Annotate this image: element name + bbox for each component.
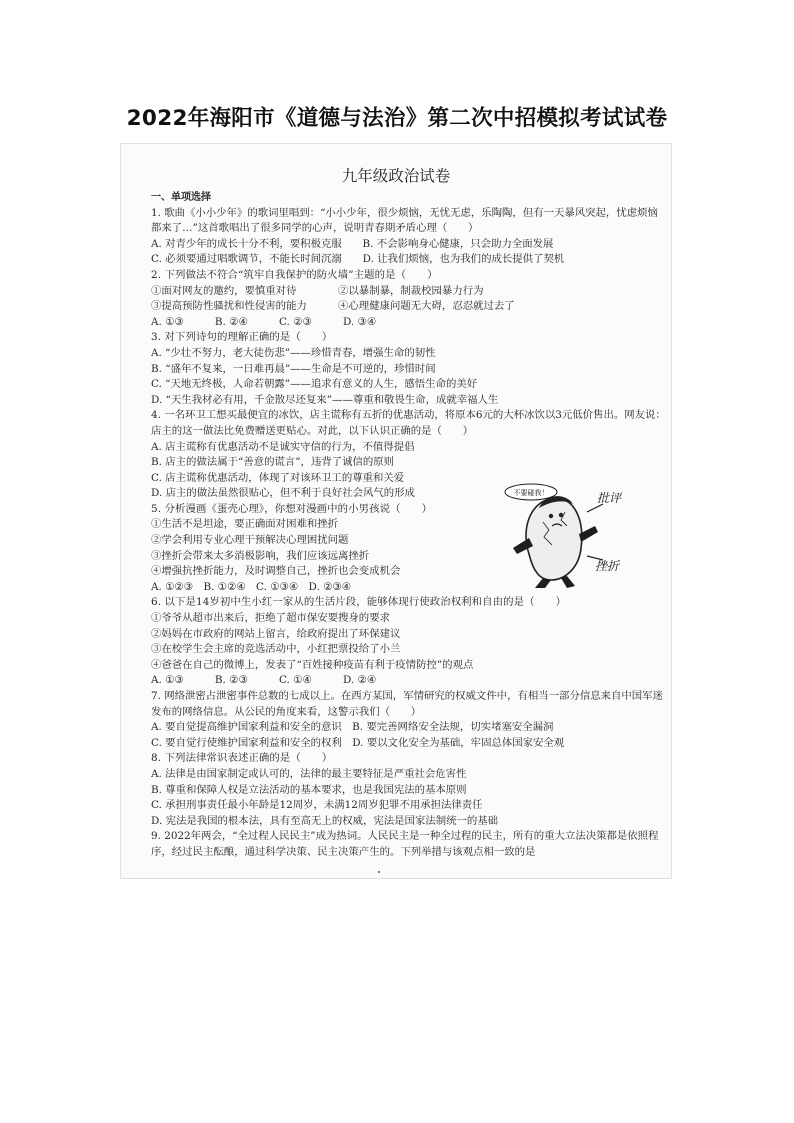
answer-option-line: C. “天地无终极，人命若朝露”——追求有意义的人生，感悟生命的美好 [151, 378, 478, 391]
answer-option-line: A. ①③ B. ②④ C. ②③ D. ③④ [151, 315, 377, 328]
question-text-line: 9. 2022年两会，“全过程人民民主”成为热词。人民民主是一种全过程的民主，所有的重大立法决策都是依照程序，经过民主酝酿，通过科学决策、民主决策产生的。下列举措与该观点相一致的是 [151, 830, 659, 858]
answer-option-line: ③在校学生会主席的竞选活动中，小红把票投给了小兰 [151, 643, 401, 656]
answer-option-line: A. ①②③ B. ①②④ C. ①③④ D. ②③④ [151, 580, 352, 593]
answer-option-line: A. ①③ B. ②③ C. ①④ D. ②④ [151, 674, 377, 687]
answer-option-line: ③挫折会带来太多消极影响，我们应该远离挫折 [151, 549, 370, 562]
boy-leg-2 [561, 576, 575, 588]
question-text-line: 2. 下列做法不符合“筑牢自我保护的防火墙”主题的是（ ） [151, 268, 438, 281]
answer-option-line: ④爸爸在自己的微博上，发表了“百姓接种疫苗有利于疫情防控”的观点 [151, 658, 474, 671]
boy-eye-2 [559, 513, 563, 517]
answer-option-line: D. 宪法是我国的根本法，具有至高无上的权威，宪法是国家法制统一的基础 [151, 814, 499, 827]
arrow-top [587, 504, 603, 512]
answer-option-line: A. 对青少年的成长十分不利，要积极克服 B. 不会影响身心健康，只会助力全面发展 [151, 237, 554, 250]
answer-option-line: A. 店主谎称有优惠活动不是诚实守信的行为，不值得提倡 [151, 440, 415, 453]
answer-option-line: C. 必须要通过唱歌调节，不能长时间沉溺 D. 让我们烦恼，也为我们的成长提供了契机 [151, 253, 565, 266]
egg-shell [526, 498, 582, 580]
question-text-line: 3. 对下列诗句的理解正确的是（ ） [151, 331, 333, 344]
answer-option-line: D. 店主的做法虽然很贴心，但不利于良好社会风气的形成 [151, 487, 415, 500]
answer-option-line: A. 法律是由国家制定或认可的，法律的最主要特征是严重社会危害性 [151, 767, 467, 780]
answer-option-line: D. “天生我材必有用，千金散尽还复来”——尊重和敬畏生命，成就幸福人生 [151, 393, 499, 406]
question-text-line: 7. 网络泄密占泄密事件总数的七成以上。在西方某国，军情研究的权威文件中，有相当一部分信息来自中国军迷发布的网络信息。从公民的角度来看，这警示我们（ ） [151, 690, 663, 718]
question-text-line: 1. 歌曲《小小少年》的歌词里唱到：“小小少年，很少烦恼，无忧无虑，乐陶陶，但有一天暴风突起，忧虑烦恼都来了…”这首歌唱出了很多同学的心声，说明青春期矛盾心理（ ） [151, 206, 658, 235]
boy-eye [549, 514, 553, 518]
answer-option-line: B. 店主的做法属于“善意的谎言”，违背了诚信的原则 [151, 456, 395, 469]
question-text-line: 4. 一名环卫工想买最便宜的冰饮，店主谎称有五折的优惠活动，将原本6元的大杯冰饮以3元低价售出。网友说：店主的这一做法比免费赠送更贴心。对此，以下认识正确的是（ ） [151, 409, 666, 437]
boy-leg [535, 578, 551, 588]
label-setback: 挫折 [595, 559, 620, 573]
answer-option-line: ④增强抗挫折能力，及时调整自己，挫折也会变成机会 [151, 565, 401, 578]
question-text-line: 8. 下列法律常识表述正确的是（ ） [151, 752, 333, 765]
section-heading: 一、单项选择 [151, 192, 211, 203]
question-text-line: 5. 分析漫画《蛋壳心理》，你想对漫画中的小男孩说（ ） [151, 502, 433, 515]
exam-title: 九年级政治试卷 [341, 167, 451, 185]
answer-option-line: ②妈妈在市政府的网站上留言，给政府提出了环保建议 [151, 627, 401, 640]
answer-option-line: A. 要自觉提高维护国家利益和安全的意识 B. 要完善网络安全法规，切实堵塞安全漏洞 [151, 721, 554, 734]
answer-option-line: ①爷爷从超市出来后，拒绝了超市保安要搜身的要求 [151, 612, 390, 625]
answer-option-line: A. “少壮不努力，老大徒伤悲”——珍惜青春，增强生命的韧性 [151, 346, 436, 359]
answer-option-line: B. “盛年不复来，一日难再晨”——生命是不可逆的，珍惜时间 [151, 362, 436, 375]
answer-option-line: ②学会利用专业心理干预解决心理困扰问题 [151, 534, 349, 547]
question-text-line: 6. 以下是14岁初中生小红一家从的生活片段，能够体现行使政治权利和自由的是（ ） [151, 596, 567, 609]
answer-option-line: ③提高预防性骚扰和性侵害的能力 ④心理健康问题无大碍，忍忍就过去了 [151, 300, 515, 313]
speech-bubble-text: 不要碰我！ [513, 489, 549, 497]
scan-dot [378, 871, 380, 873]
answer-option-line: C. 店主谎称优惠活动，体现了对该环卫工的尊重和关爱 [151, 471, 405, 484]
answer-option-line: ①生活不是坦途，要正确面对困难和挫折 [151, 518, 339, 531]
answer-option-line: C. 要自觉行使维护国家利益和安全的权利 D. 要以文化安全为基础，牢固总体国家安全观 [151, 736, 565, 749]
page-title: 2022年海阳市《道德与法治》第二次中招模拟考试试卷 [126, 106, 668, 131]
scanned-exam-page [120, 143, 672, 879]
label-criticism: 批评 [597, 491, 622, 505]
answer-option-line: C. 承担刑事责任最小年龄是12周岁，未满12周岁犯罪不用承担法律责任 [151, 799, 483, 812]
eggshell-cartoon [499, 482, 623, 590]
answer-option-line: B. 尊重和保障人权是立法活动的基本要求，也是我国宪法的基本原则 [151, 783, 467, 796]
answer-option-line: ①面对网友的邀约，要慎重对待 ②以暴制暴，制裁校园暴力行为 [151, 284, 484, 297]
